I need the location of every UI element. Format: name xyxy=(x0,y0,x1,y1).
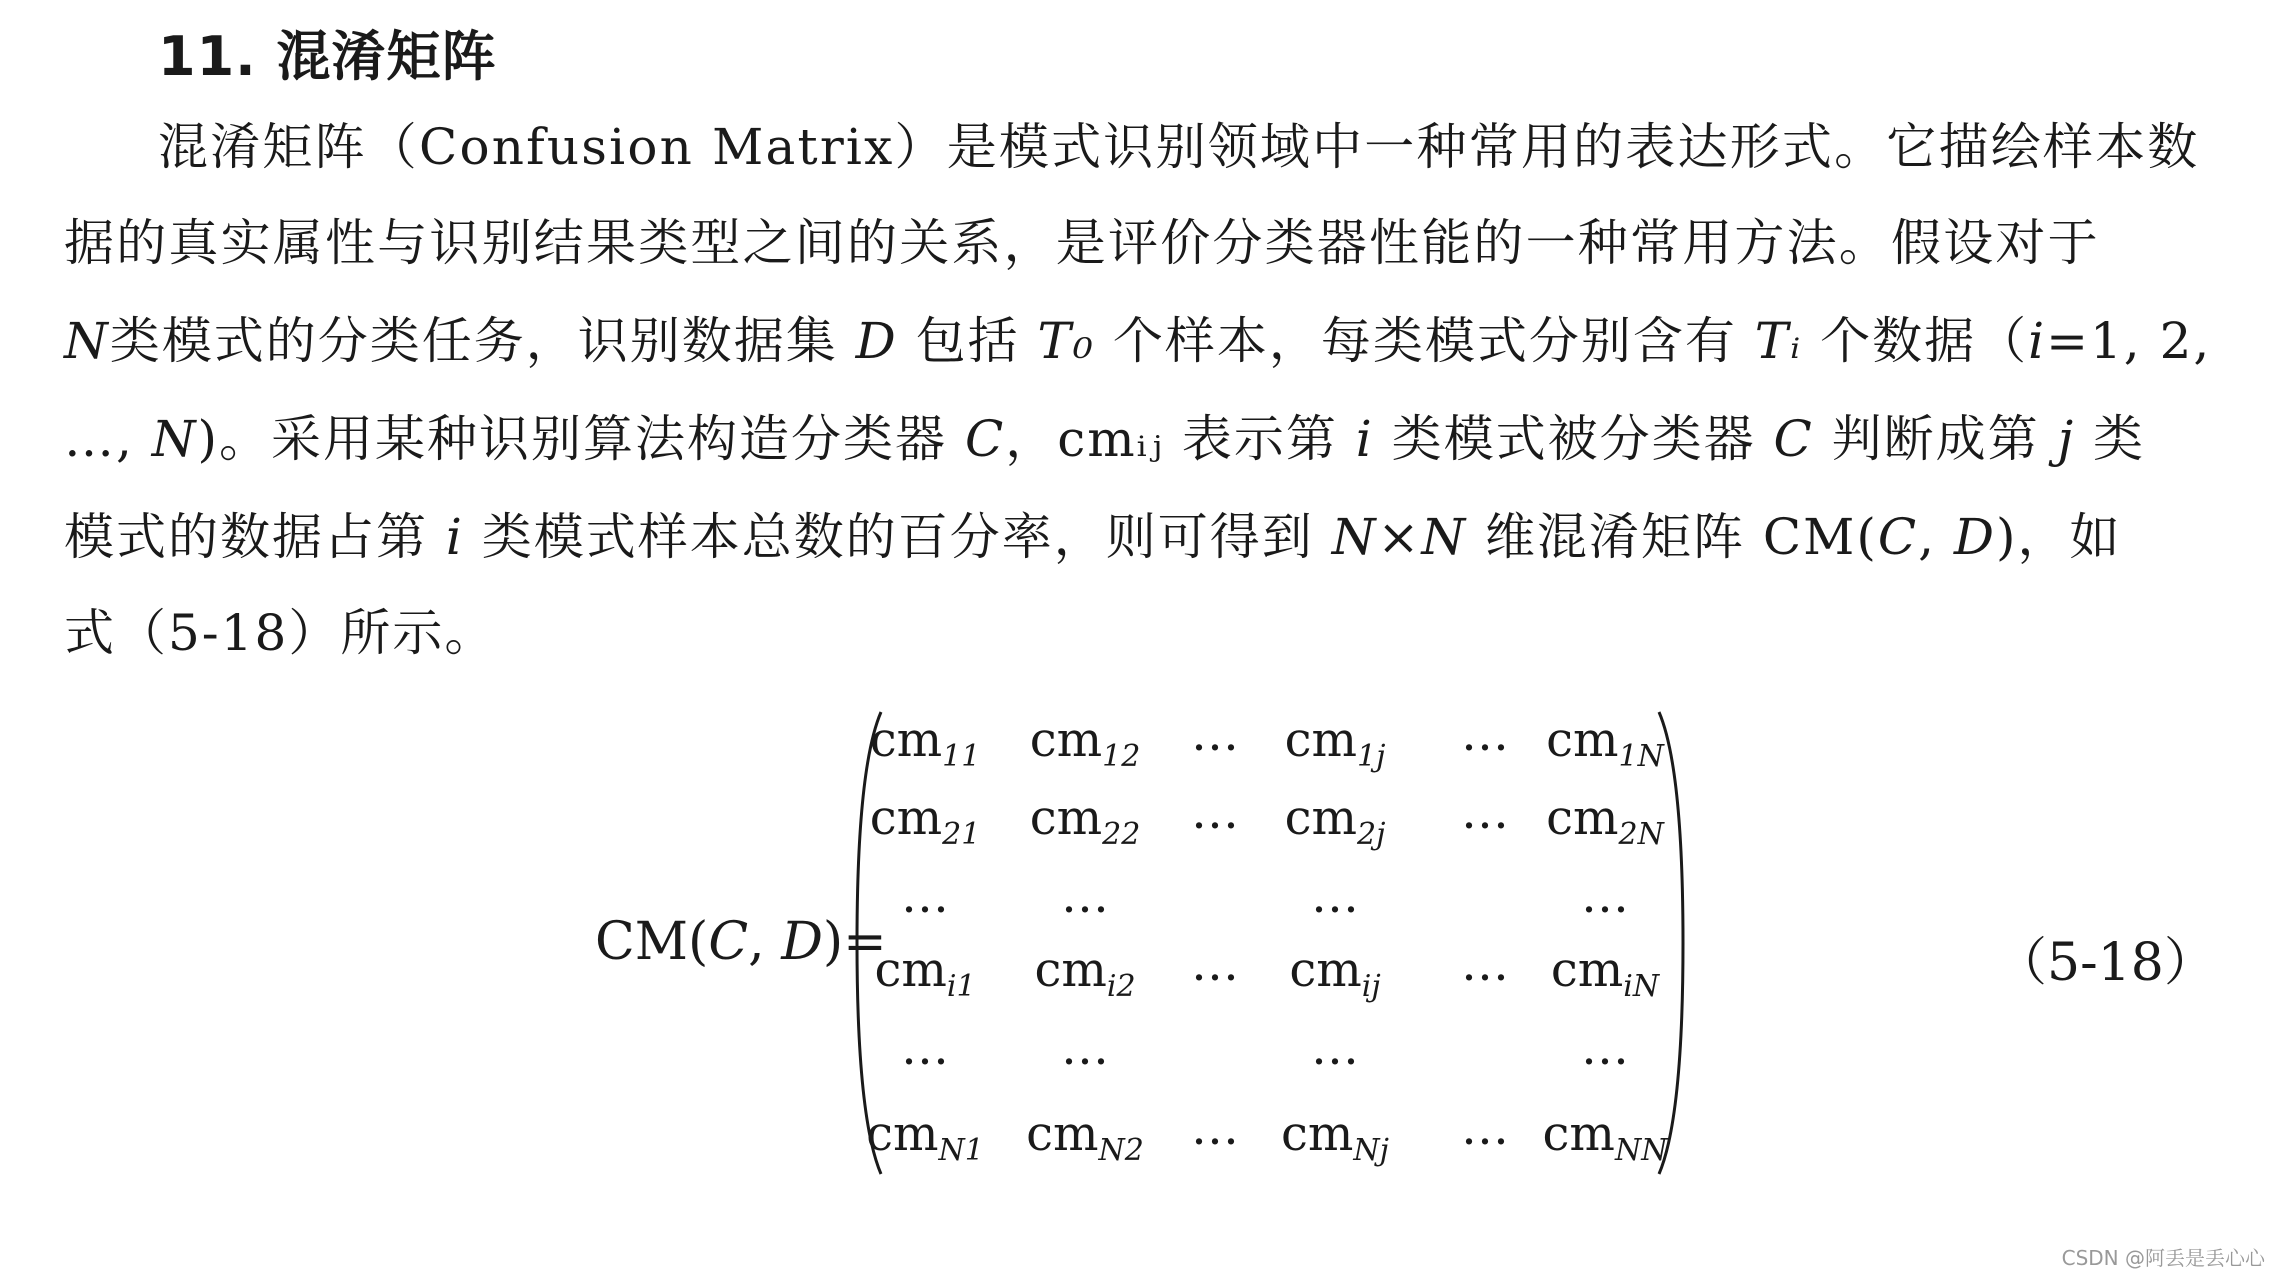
matrix-ellipsis: … xyxy=(1461,1100,1509,1156)
confusion-matrix xyxy=(855,708,1685,1178)
text-run: C xyxy=(1773,410,1814,468)
lhs-part: CM( xyxy=(595,912,709,972)
matrix-entry: $cm_{N1}$ xyxy=(866,1106,984,1168)
matrix-entry: $cm_{2N}$ xyxy=(1546,790,1664,852)
matrix-entry: $cm_{NN}$ xyxy=(1542,1106,1668,1168)
matrix-ellipsis: … xyxy=(1191,784,1239,840)
text-run: …, xyxy=(64,410,152,468)
text-run: 类模式被分类器 xyxy=(1373,410,1774,468)
text-run: ，cm xyxy=(1005,410,1137,468)
matrix-entry: $cm_{i2}$ xyxy=(1034,942,1136,1004)
text-run: j xyxy=(2057,410,2076,468)
matrix-ellipsis: … xyxy=(901,868,949,924)
matrix-ellipsis: … xyxy=(1061,868,1109,924)
matrix-ellipsis: … xyxy=(1311,1020,1359,1076)
lhs-part: )= xyxy=(822,912,887,972)
text-run: ᵢⱼ xyxy=(1136,410,1164,468)
text-run: D xyxy=(855,312,898,370)
text-run: 个样本，每类模式分别含有 xyxy=(1094,312,1755,370)
matrix-entry: $cm_{12}$ xyxy=(1029,712,1141,774)
text-run: 维混淆矩阵 CM( xyxy=(1467,508,1878,566)
text-run: 式（5-18）所示。 xyxy=(64,604,497,662)
matrix-entry: $cm_{Nj}$ xyxy=(1281,1106,1389,1168)
text-run: 判断成第 xyxy=(1813,410,2058,468)
text-run: 包括 xyxy=(897,312,1038,370)
matrix-entry: $cm_{2j}$ xyxy=(1284,790,1386,852)
text-run: =1, 2, xyxy=(2046,312,2212,370)
text-run: i xyxy=(445,508,464,566)
equation-number: （5-18） xyxy=(1995,933,2216,993)
text-run: )。采用某种识别算法构造分类器 xyxy=(197,410,965,468)
matrix-ellipsis: … xyxy=(1581,1020,1629,1076)
matrix-entry: $cm_{N2}$ xyxy=(1026,1106,1144,1168)
matrix-ellipsis: … xyxy=(1191,706,1239,762)
matrix-entry: $cm_{1N}$ xyxy=(1546,712,1664,774)
text-run: N xyxy=(151,410,198,468)
text-run: 据的真实属性与识别结果类型之间的关系，是评价分类器性能的一种常用方法。假设对于 xyxy=(64,214,2100,272)
matrix-ellipsis: … xyxy=(1461,936,1509,992)
text-run: 类模式的分类任务，识别数据集 xyxy=(109,312,856,370)
matrix-ellipsis: … xyxy=(1461,784,1509,840)
matrix-ellipsis: … xyxy=(1461,706,1509,762)
matrix-entry: $cm_{22}$ xyxy=(1029,790,1141,852)
lhs-part: C xyxy=(708,912,749,972)
text-run: D xyxy=(1953,508,1997,566)
text-run: 类 xyxy=(2075,410,2145,468)
matrix-ellipsis: … xyxy=(1311,868,1359,924)
text-run: i xyxy=(1355,410,1374,468)
right-parenthesis xyxy=(1655,708,1685,1178)
matrix-ellipsis: … xyxy=(1581,868,1629,924)
paragraph-line xyxy=(64,214,2100,272)
text-run: C xyxy=(964,410,1006,468)
section-heading: 11. 混淆矩阵 xyxy=(158,25,497,88)
paragraph-line xyxy=(64,604,497,662)
matrix-entry: $cm_{1j}$ xyxy=(1284,712,1386,774)
text-run: Tᵢ xyxy=(1754,312,1803,370)
paragraph-line xyxy=(64,410,2145,468)
text-run: N xyxy=(1331,508,1378,566)
paragraph-line xyxy=(158,118,2200,176)
matrix-entry: $cm_{ij}$ xyxy=(1289,942,1381,1004)
watermark: CSDN @阿丢是丢心心 xyxy=(2061,1246,2265,1270)
matrix-entry: $cm_{21}$ xyxy=(869,790,981,852)
text-run: )，如 xyxy=(1996,508,2122,566)
matrix-entry: $cm_{iN}$ xyxy=(1550,942,1660,1004)
text-run: × xyxy=(1377,508,1422,566)
text-run: 模式的数据占第 xyxy=(64,508,446,566)
paragraph-line xyxy=(64,312,2212,370)
matrix-ellipsis: … xyxy=(901,1020,949,1076)
text-run: C xyxy=(1877,508,1919,566)
matrix-ellipsis: … xyxy=(1191,936,1239,992)
text-run: N xyxy=(1421,508,1468,566)
matrix-entry: $cm_{i1}$ xyxy=(874,942,976,1004)
matrix-ellipsis: … xyxy=(1061,1020,1109,1076)
matrix-entry: $cm_{11}$ xyxy=(869,712,981,774)
paragraph-line xyxy=(64,508,2122,566)
text-run: 表示第 xyxy=(1163,410,1356,468)
text-run: i xyxy=(2028,312,2047,370)
text-run: 个数据（ xyxy=(1802,312,2029,370)
lhs-part: D xyxy=(781,912,823,972)
lhs-part: , xyxy=(748,912,782,972)
text-run: 混淆矩阵（Confusion Matrix）是模式识别领域中一种常用的表达形式。它描绘样本数 xyxy=(158,118,2200,176)
text-run: T₀ xyxy=(1037,312,1095,370)
text-run: N xyxy=(64,312,110,370)
matrix-ellipsis: … xyxy=(1191,1100,1239,1156)
text-run: 类模式样本总数的百分率，则可得到 xyxy=(463,508,1332,566)
equation-lhs xyxy=(595,912,887,972)
text-run: , xyxy=(1918,508,1954,566)
